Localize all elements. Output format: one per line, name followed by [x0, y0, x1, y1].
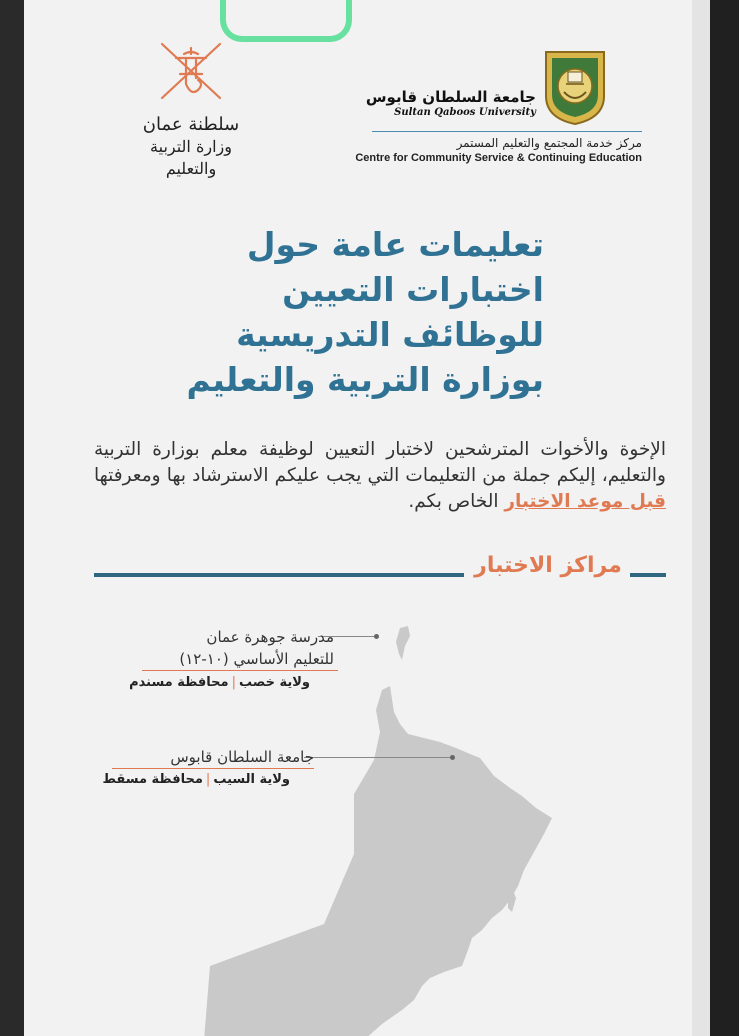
center-2-location: [102, 772, 290, 787]
section-rule-right: [630, 573, 666, 577]
location-dot-2: [450, 755, 455, 760]
viewer-edge: [710, 0, 739, 1036]
intro-paragraph: [94, 437, 666, 515]
separator: |: [231, 675, 236, 690]
center-1-name-line-1: مدرسة جوهرة عمان: [206, 628, 334, 646]
ministry-logo: [136, 40, 246, 180]
oman-mainland: [204, 686, 552, 1036]
center-1-name: [154, 626, 334, 670]
logo-divider: [372, 131, 642, 132]
center-1-wilayat: ولاية خصب: [239, 675, 310, 690]
university-name-arabic: جامعة السلطان قابوس: [365, 88, 536, 106]
intro-highlight: قبل موعد الاختبار: [504, 491, 666, 512]
center-1-name-line-2: للتعليم الأساسي (١٠-١٢): [179, 650, 334, 668]
ministry-country: سلطنة عمان: [142, 114, 240, 135]
center-2-underline: [112, 768, 314, 769]
center-1-location: [129, 675, 310, 690]
leader-line-2: [304, 757, 452, 758]
page-title: [174, 222, 544, 402]
khanjar-emblem-icon: [154, 40, 228, 106]
centre-name-arabic: مركز خدمة المجتمع والتعليم المستمر: [456, 136, 642, 150]
squ-shield-icon: [542, 48, 608, 126]
title-line-4: بوزارة التربية والتعليم: [186, 360, 544, 399]
center-1-governorate: محافظة مسندم: [129, 675, 229, 690]
section-title: مراكز الاختبار: [474, 553, 622, 578]
centre-name-english: Centre for Community Service & Continuing Education: [355, 152, 642, 164]
musandam-region: [396, 626, 410, 660]
center-1-underline: [142, 670, 338, 671]
title-line-3: للوظائف التدريسية: [236, 315, 544, 354]
separator: |: [205, 772, 211, 787]
green-tab-decoration: [220, 0, 352, 42]
center-2-name: جامعة السلطان قابوس: [170, 748, 314, 766]
page-side-ribbon: [692, 0, 710, 1036]
section-rule-left: [94, 573, 464, 577]
intro-text-end: الخاص بكم.: [408, 491, 505, 512]
title-line-1: تعليمات عامة حول: [246, 225, 544, 264]
center-2-wilayat: ولاية السيب: [213, 772, 290, 787]
university-name-english: Sultan Qaboos University: [394, 107, 536, 118]
title-line-2: اختبارات التعيين: [282, 270, 544, 309]
center-2-governorate: محافظة مسقط: [102, 772, 203, 787]
ministry-name: وزارة التربية والتعليم: [150, 137, 232, 178]
intro-text: الإخوة والأخوات المترشحين لاختبار التعيين لوظيفة معلم بوزارة التربية والتعليم، إليكم جملة من التعليمات التي يجب عليكم الاسترشاد بها ومعرفتها: [94, 439, 666, 486]
location-dot-1: [374, 634, 379, 639]
document-page: [24, 0, 692, 1036]
